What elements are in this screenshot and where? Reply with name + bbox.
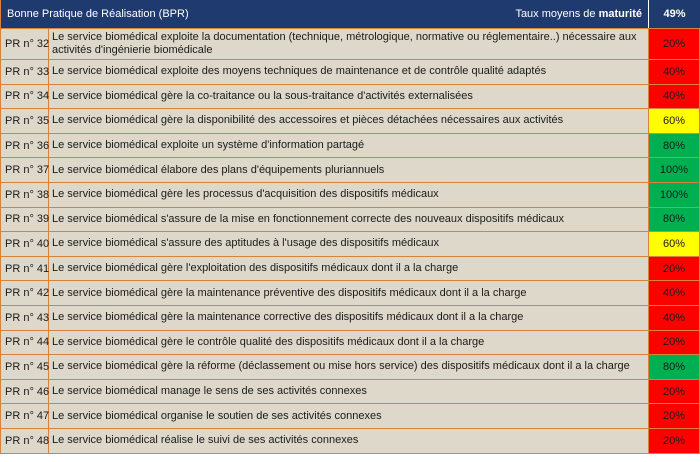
row-code: PR n° 47 [1, 404, 49, 428]
header-title: Bonne Pratique de Réalisation (BPR) [7, 8, 189, 20]
row-description: Le service biomédical gère les processus d'acquisition des dispositifs médicaux [49, 183, 649, 207]
table-row [1, 85, 700, 110]
table-row [1, 183, 700, 208]
row-code: PR n° 38 [1, 183, 49, 207]
table-row [1, 109, 700, 134]
row-maturity-value: 60% [649, 232, 700, 256]
row-description: Le service biomédical manage le sens de ses activités connexes [49, 380, 649, 404]
row-code: PR n° 44 [1, 331, 49, 355]
row-maturity-value: 40% [649, 85, 700, 109]
header-label-cell [1, 0, 649, 28]
row-description: Le service biomédical gère le contrôle qualité des dispositifs médicaux dont il a la charge [49, 331, 649, 355]
table-row [1, 306, 700, 331]
header-average: 49% [663, 8, 686, 20]
row-maturity-value: 20% [649, 404, 700, 428]
row-code: PR n° 36 [1, 134, 49, 158]
row-code: PR n° 41 [1, 257, 49, 281]
row-code: PR n° 40 [1, 232, 49, 256]
row-description: Le service biomédical gère la maintenance préventive des dispositifs médicaux dont il a la charge [49, 281, 649, 305]
row-code: PR n° 33 [1, 60, 49, 84]
row-code: PR n° 48 [1, 429, 49, 453]
row-maturity-value: 100% [649, 183, 700, 207]
row-code: PR n° 34 [1, 85, 49, 109]
row-code: PR n° 46 [1, 380, 49, 404]
row-description: Le service biomédical gère la co-traitance ou la sous-traitance d'activités externalisées [49, 85, 649, 109]
row-description: Le service biomédical gère l'exploitation des dispositifs médicaux dont il a la charge [49, 257, 649, 281]
row-code: PR n° 32 [1, 29, 49, 59]
table-row [1, 158, 700, 183]
row-code: PR n° 45 [1, 355, 49, 379]
row-description: Le service biomédical gère la maintenance corrective des dispositifs médicaux dont il a la charge [49, 306, 649, 330]
row-maturity-value: 20% [649, 29, 700, 59]
table-row [1, 60, 700, 85]
table-row [1, 257, 700, 282]
row-description: Le service biomédical s'assure de la mise en fonctionnement correcte des nouveaux dispositifs médicaux [49, 208, 649, 232]
row-description: Le service biomédical réalise le suivi de ses activités connexes [49, 429, 649, 453]
table-row [1, 380, 700, 405]
row-maturity-value: 20% [649, 331, 700, 355]
header-subtitle-prefix: Taux moyens de [515, 8, 599, 20]
row-maturity-value: 20% [649, 257, 700, 281]
table-row [1, 134, 700, 159]
row-maturity-value: 40% [649, 306, 700, 330]
row-maturity-value: 20% [649, 380, 700, 404]
row-code: PR n° 43 [1, 306, 49, 330]
row-maturity-value: 80% [649, 355, 700, 379]
table-row [1, 429, 700, 454]
row-description: Le service biomédical gère la réforme (déclassement ou mise hors service) des dispositifs médicaux dont il a la charge [49, 355, 649, 379]
row-code: PR n° 39 [1, 208, 49, 232]
row-description: Le service biomédical exploite un système d'information partagé [49, 134, 649, 158]
row-code: PR n° 35 [1, 109, 49, 133]
header-subtitle-bold: maturité [598, 8, 642, 20]
row-maturity-value: 60% [649, 109, 700, 133]
row-code: PR n° 37 [1, 158, 49, 182]
table-body [1, 29, 700, 454]
table-header [1, 0, 700, 29]
table-row [1, 355, 700, 380]
row-description: Le service biomédical gère la disponibilité des accessoires et pièces détachées nécessaires aux activités [49, 109, 649, 133]
table-row [1, 331, 700, 356]
table-row [1, 404, 700, 429]
header-subtitle [515, 8, 642, 20]
row-maturity-value: 20% [649, 429, 700, 453]
row-description: Le service biomédical exploite des moyens techniques de maintenance et de contrôle qualité adaptés [49, 60, 649, 84]
row-description: Le service biomédical exploite la documentation (technique, métrologique, normative ou réglementaire..) nécessaire aux activités d'ingénierie biomédicale [49, 29, 649, 59]
row-maturity-value: 80% [649, 208, 700, 232]
table-row [1, 208, 700, 233]
table-row [1, 232, 700, 257]
table-row [1, 29, 700, 60]
row-maturity-value: 40% [649, 281, 700, 305]
row-code: PR n° 42 [1, 281, 49, 305]
row-maturity-value: 100% [649, 158, 700, 182]
row-description: Le service biomédical organise le soutien de ses activités connexes [49, 404, 649, 428]
row-description: Le service biomédical élabore des plans d'équipements pluriannuels [49, 158, 649, 182]
table-row [1, 281, 700, 306]
row-maturity-value: 80% [649, 134, 700, 158]
row-description: Le service biomédical s'assure des aptitudes à l'usage des dispositifs médicaux [49, 232, 649, 256]
row-maturity-value: 40% [649, 60, 700, 84]
